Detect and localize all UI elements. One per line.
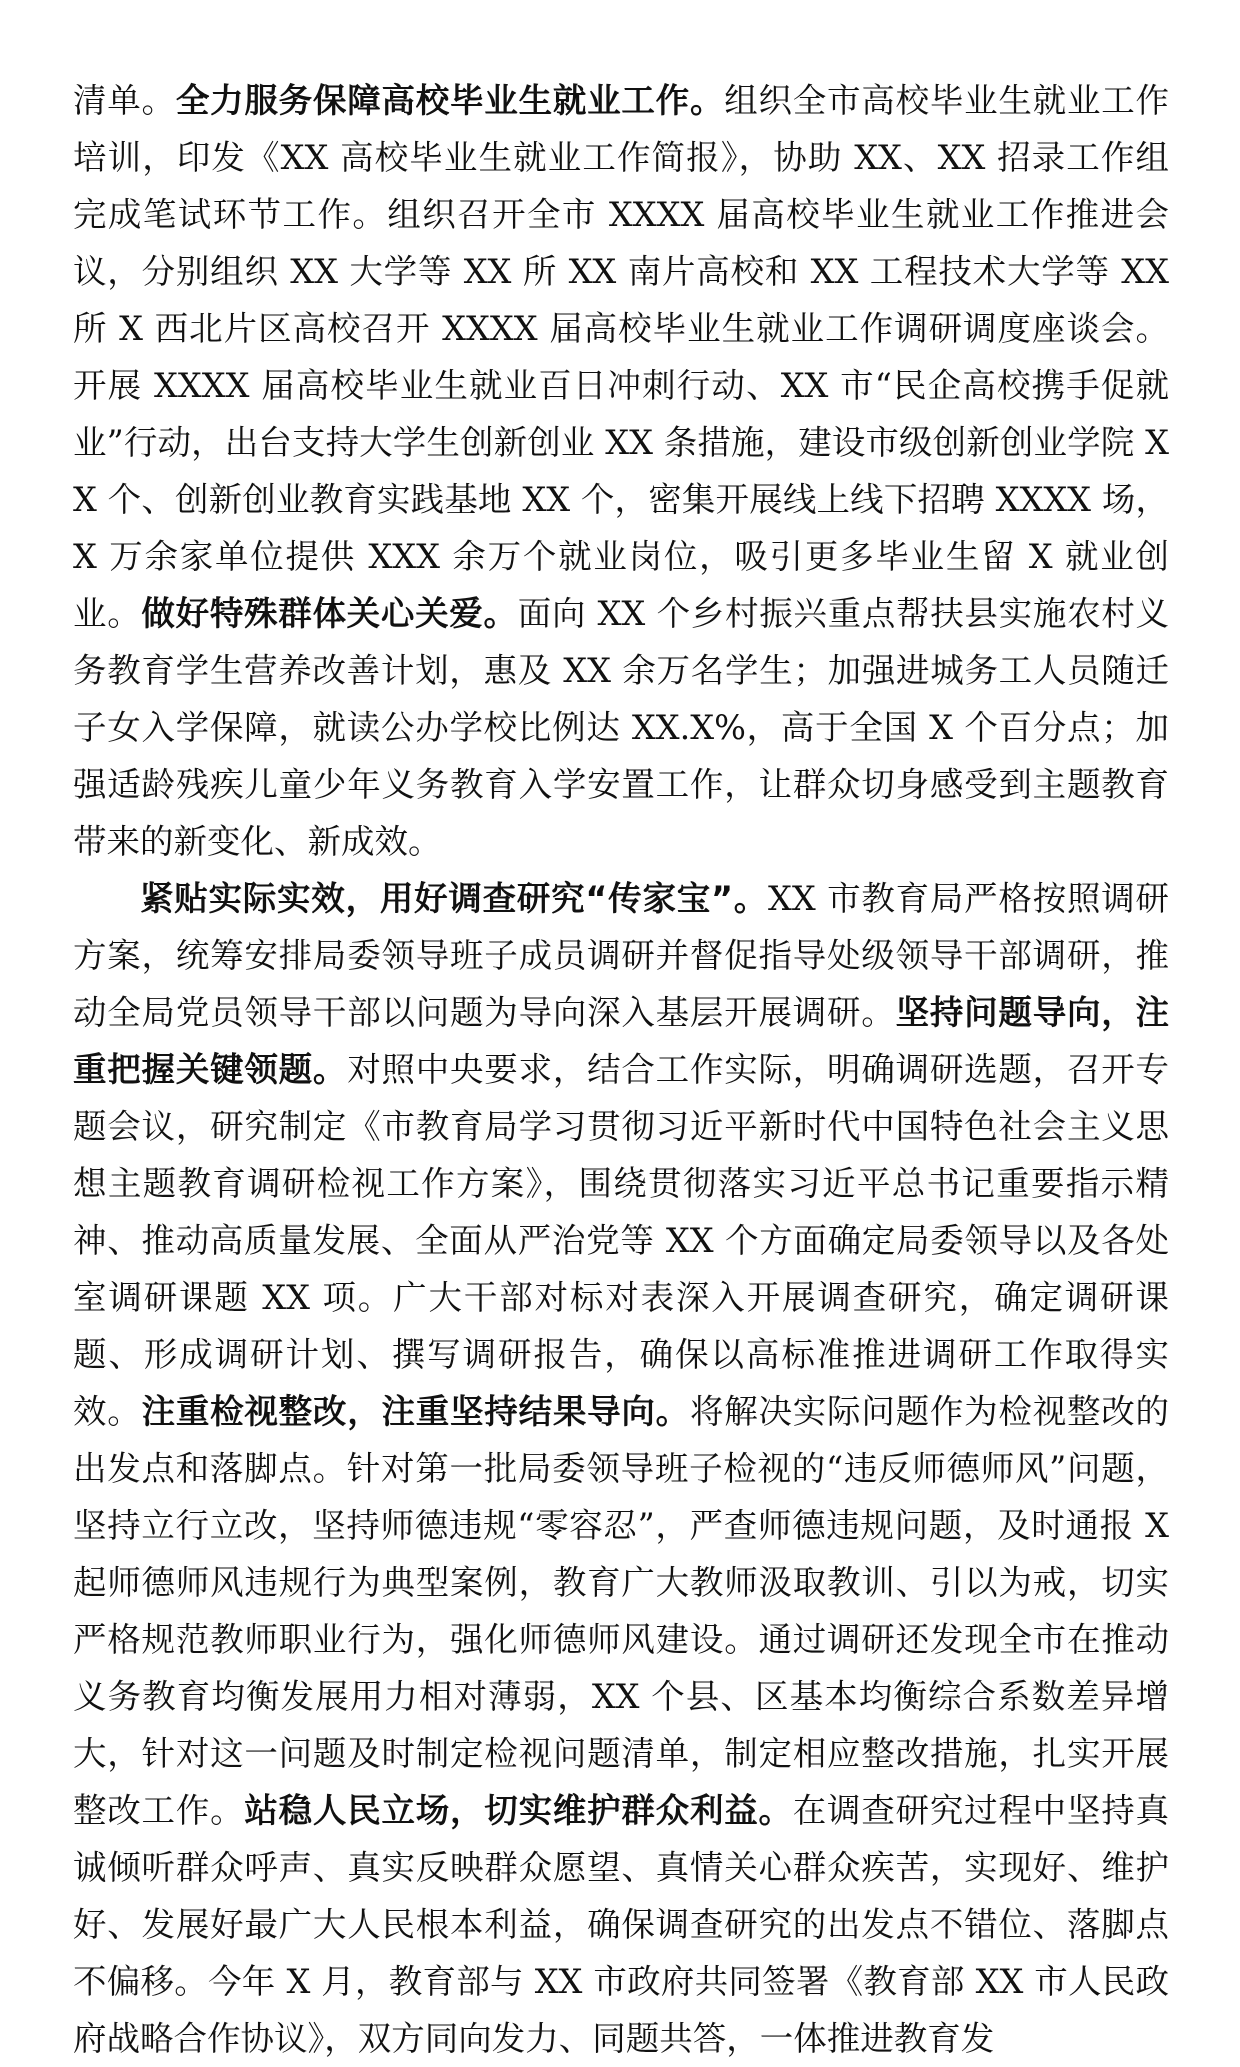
text-run: 将解决实际问题作为检视整改的出发点和落脚点。针对第一批局委领导班子检视的“违反师德师风”问题，坚持立行立改，坚持师德违规“零容忍”，严查师德违规问题，及时通报 X 起师德师风违规行为典型案例，教育广大教师汲取教训、引以为戒，切实严格规范教师职业行为，强化师德师风建设。通过调研还发现全市在推动义务教育均衡发展用力相对薄弱，XX 个县、区基本均衡综合系数差异增大，针对这一问题及时制定检视问题清单，制定相应整改措施，扎实开展整改工作。	[73, 1392, 1170, 1830]
text-run: 组织全市高校毕业生就业工作培训，印发《XX 高校毕业生就业工作简报》，协助 XX、XX 招录工作组完成笔试环节工作。组织召开全市 XXXX 届高校毕业生就业工作推进会议，分别组织 XX 大学等 XX 所 XX 南片高校和 XX 工程技术大学等 XX 所 X 西北片区高校召开 XXXX 届高校毕业生就业工作调研调度座谈会。开展 XXXX 届高校毕业生就业百日冲刺行动、XX 市“民企高校携手促就业”行动，出台支持大学生创新创业 XX 条措施，建设市级创新创业学院 XX 个、创新创业教育实践基地 XX 个，密集开展线上线下招聘 XXXX 场，X 万余家单位提供 XXX 余万个就业岗位，吸引更多毕业生留 X 就业创业。	[73, 81, 1170, 633]
text-run: 在调查研究过程中坚持真诚倾听群众呼声、真实反映群众愿望、真情关心群众疾苦，实现好、维护好、发展好最广大人民根本利益，确保调查研究的出发点不错位、落脚点不偏移。今年 X 月，教育部与 XX 市政府共同签署《教育部 XX 市人民政府战略合作协议》，双方同向发力、同题共答，一体推进教育发	[73, 1791, 1170, 2058]
text-run: 清单。	[73, 81, 176, 120]
bold-heading-run: 全力服务保障高校毕业生就业工作。	[175, 81, 725, 120]
bold-heading-run: 注重检视整改，注重坚持结果导向。	[141, 1392, 690, 1431]
document-page	[73, 72, 1169, 2067]
bold-heading-run: 站稳人民立场，切实维护群众利益。	[244, 1791, 793, 1830]
text-run: 对照中央要求，结合工作实际，明确调研选题，召开专题会议，研究制定《市教育局学习贯彻习近平新时代中国特色社会主义思想主题教育调研检视工作方案》，围绕贯彻落实习近平总书记重要指示精神、推动高质量发展、全面从严治党等 XX 个方面确定局委领导以及各处室调研课题 XX 项。广大干部对标对表深入开展调查研究，确定调研课题、形成调研计划、撰写调研报告，确保以高标准推进调研工作取得实效。	[73, 1050, 1170, 1431]
bold-heading-run: 坚持问题导向，注重把握关键领题。	[73, 993, 1170, 1089]
bold-heading-run: 紧贴实际实效，用好调查研究“传家宝”。	[140, 879, 769, 918]
text-run: XX 市教育局严格按照调研方案，统筹安排局委领导班子成员调研并督促指导处级领导干部调研，推动全局党员领导干部以问题为导向深入基层开展调研。	[73, 879, 1169, 1032]
text-run: 面向 XX 个乡村振兴重点帮扶县实施农村义务教育学生营养改善计划，惠及 XX 余万名学生；加强进城务工人员随迁子女入学保障，就读公办学校比例达 XX.X%，高于全国 X 个百分点；加强适龄残疾儿童少年义务教育入学安置工作，让群众切身感受到主题教育带来的新变化、新成效。	[73, 594, 1170, 861]
bold-heading-run: 做好特殊群体关心关爱。	[141, 594, 518, 633]
paragraph-graduate-employment	[73, 72, 1169, 870]
paragraph-research	[73, 870, 1169, 2067]
